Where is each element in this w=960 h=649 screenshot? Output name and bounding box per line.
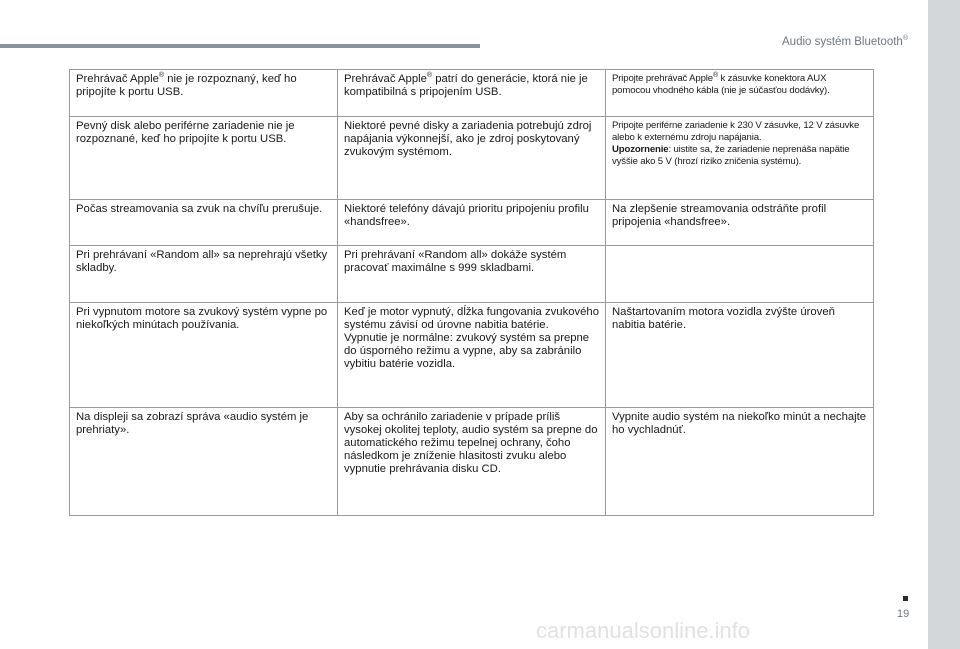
solution-cell: Vypnite audio systém na niekoľko minút a nechajte ho vychladnúť.: [606, 408, 874, 516]
page-section-title: Audio systém Bluetooth®: [782, 35, 908, 48]
page-edge-strip: [928, 0, 960, 649]
problem-cell: Pri prehrávaní «Random all» sa neprehrajú všetky skladby.: [70, 246, 338, 303]
table-row: [70, 408, 874, 516]
table-row: [70, 70, 874, 117]
solution-cell: Na zlepšenie streamovania odstráňte profil pripojenia «handsfree».: [606, 200, 874, 246]
cause-cell: Prehrávač Apple® patrí do generácie, ktorá nie je kompatibilná s pripojením USB.: [338, 70, 606, 117]
cause-cell: Aby sa ochránilo zariadenie v prípade príliš vysokej okolitej teploty, audio systém sa prepne do automatického režimu tepelnej ochrany, čoho následkom je zníženie hlasitosti zvuku alebo vypnutie prehrávania disku CD.: [338, 408, 606, 516]
page-marker: [903, 596, 908, 601]
header-rule: [0, 44, 480, 48]
problem-cell: Pri vypnutom motore sa zvukový systém vypne po niekoľkých minútach používania.: [70, 303, 338, 408]
solution-cell: Pripojte periférne zariadenie k 230 V zásuvke, 12 V zásuvke alebo k externému zdroju napájania. Upozornenie: uistite sa, že zariadenie neprenáša napätie vyššie ako 5 V (hrozí riziko zničenia systému).: [606, 117, 874, 200]
table-row: [70, 246, 874, 303]
cause-cell: Pri prehrávaní «Random all» dokáže systém pracovať maximálne s 999 skladbami.: [338, 246, 606, 303]
solution-cell: Pripojte prehrávač Apple® k zásuvke konektora AUX pomocou vhodného kábla (nie je súčasťou dodávky).: [606, 70, 874, 117]
problem-cell: Pevný disk alebo periférne zariadenie nie je rozpoznané, keď ho pripojíte k portu USB.: [70, 117, 338, 200]
troubleshooting-table: [69, 69, 874, 516]
cause-cell: Niektoré telefóny dávajú prioritu pripojeniu profilu «handsfree».: [338, 200, 606, 246]
warning-label: Upozornenie: [612, 144, 669, 155]
problem-cell: Prehrávač Apple® nie je rozpoznaný, keď ho pripojíte k portu USB.: [70, 70, 338, 117]
cause-cell: Keď je motor vypnutý, dĺžka fungovania zvukového systému závisí od úrovne nabitia batérie. Vypnutie je normálne: zvukový systém sa prepne do úsporného režimu a vypne, aby sa zabránilo vybitiu batérie vozidla.: [338, 303, 606, 408]
table-row: [70, 117, 874, 200]
page-number: 19: [897, 608, 910, 620]
table-row: [70, 200, 874, 246]
cause-cell: Niektoré pevné disky a zariadenia potrebujú zdroj napájania výkonnejší, ako je zdroj poskytovaný zvukovým systémom.: [338, 117, 606, 200]
solution-cell: [606, 246, 874, 303]
problem-cell: Na displeji sa zobrazí správa «audio systém je prehriaty».: [70, 408, 338, 516]
solution-cell: Naštartovaním motora vozidla zvýšte úroveň nabitia batérie.: [606, 303, 874, 408]
table-row: [70, 303, 874, 408]
watermark: carmanualsonline.info: [536, 618, 751, 643]
problem-cell: Počas streamovania sa zvuk na chvíľu prerušuje.: [70, 200, 338, 246]
